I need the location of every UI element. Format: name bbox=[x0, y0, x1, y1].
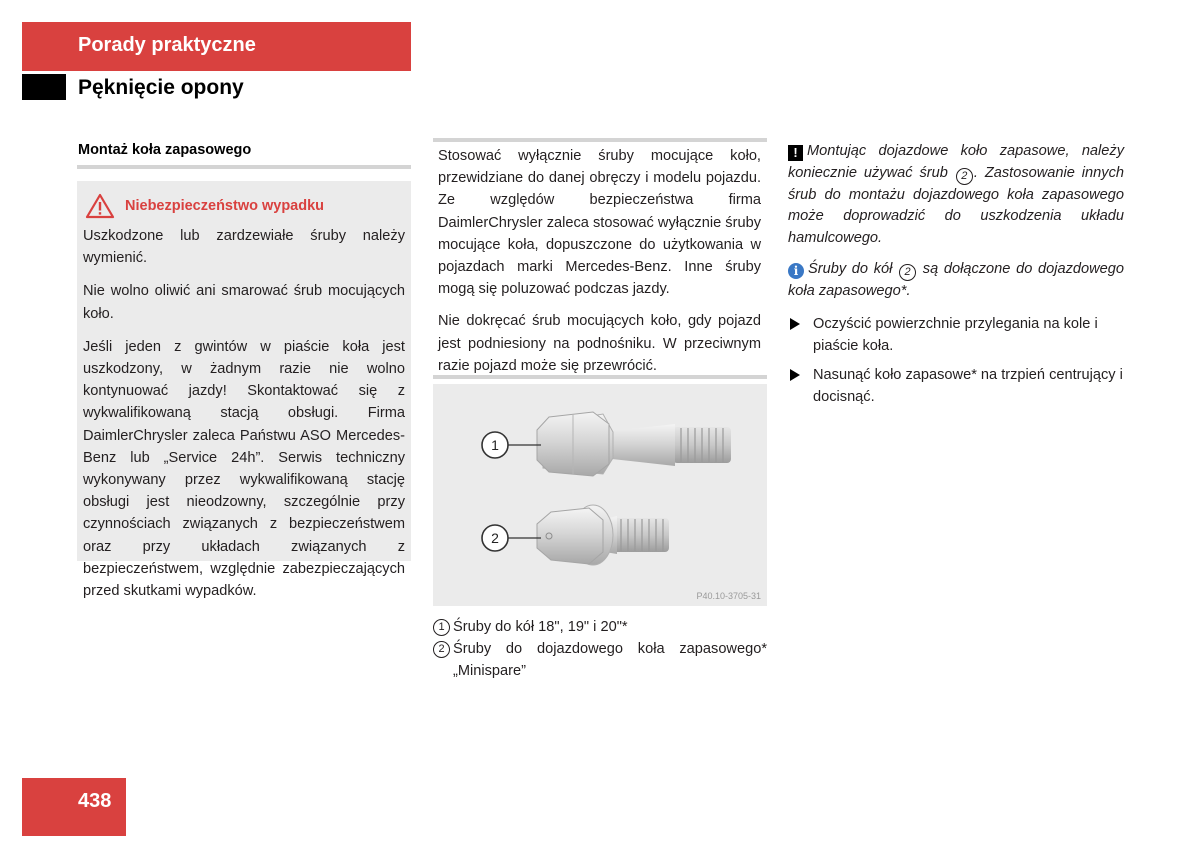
column-two-text bbox=[438, 145, 761, 387]
step-text: Nasunąć koło zapasowe* na trzpień centrujący i docisnąć. bbox=[813, 366, 1123, 405]
bolt-short bbox=[537, 505, 669, 565]
instruction-step bbox=[788, 364, 1124, 408]
step-text: Oczyścić powierzchnie przylegania na kole i piaście koła. bbox=[813, 315, 1098, 354]
caption-text: Śruby do dojazdowego koła zapasowego* „Minispare” bbox=[453, 641, 767, 679]
divider bbox=[433, 375, 767, 379]
body-paragraph: Stosować wyłącznie śruby mocujące koło, przewidziane do danej obręczy i modelu pojazdu. Ze względów bezpieczeństwa firma DaimlerChrysler zaleca stosować wyłącznie śruby mocujące koła, dopuszczone do użytkowania w pojazdach marki Mercedes-Benz. Inne śruby mogą się poluzować podczas jazdy. bbox=[438, 148, 761, 298]
warning-triangle-icon bbox=[85, 193, 115, 219]
caption-number: 2 bbox=[433, 641, 450, 658]
callout-2-number: 2 bbox=[491, 530, 499, 546]
wheel-bolts-illustration bbox=[433, 384, 767, 606]
caution-text-end: . Zastosowanie innych śrub do montażu dojazdowego koła zapasowego może doprowadzić do uszkodzenia układu hamulcowego. bbox=[788, 164, 1124, 246]
warning-box bbox=[77, 181, 411, 600]
caption-item bbox=[433, 638, 767, 682]
warning-body bbox=[83, 225, 405, 613]
caution-ref-number: 2 bbox=[956, 168, 973, 185]
figure-code: P40.10-3705-31 bbox=[696, 591, 761, 601]
figure-captions bbox=[433, 616, 767, 682]
divider bbox=[433, 138, 767, 142]
warning-title: Niebezpieczeństwo wypadku bbox=[125, 198, 325, 214]
arrow-right-icon bbox=[790, 369, 800, 381]
bolts-figure bbox=[433, 384, 767, 606]
caution-text-start: Montując dojazdowe koło zapasowe, należy koniecznie używać śrub bbox=[788, 143, 1124, 181]
bolt-long bbox=[537, 412, 731, 476]
info-text-end: są dołączone do dojazdowego koła zapasowego*. bbox=[788, 261, 1125, 299]
callout-2 bbox=[482, 525, 541, 551]
info-icon: i bbox=[788, 263, 804, 279]
section-title: Porady praktyczne bbox=[78, 34, 256, 56]
caption-item bbox=[433, 616, 767, 638]
page-number: 438 bbox=[78, 790, 112, 812]
caption-number: 1 bbox=[433, 619, 450, 636]
warning-paragraph: Jeśli jeden z gwintów w piaście koła jest uszkodzony, w żadnym razie nie wolno kontynuować jazdy! Skontaktować się z wykwalifikowaną stacją obsługi. Firma DaimlerChrysler zaleca Państwu ASO Mercedes-Benz lub „Service 24h”. Serwis techniczny wykonywany przez wykwalifikowaną stację obsługi jest nieodzowny, szczególnie przy czynnościach związanych z bezpieczeństwem oraz przy układach związanych z bezpieczeństwem, względnie zabezpieczających przed skutkami wypadków. bbox=[83, 338, 405, 600]
page-number-box bbox=[22, 778, 126, 836]
info-text-start: Śruby do kół bbox=[808, 261, 893, 277]
warning-title-row bbox=[85, 193, 324, 219]
callout-1 bbox=[482, 432, 541, 458]
divider bbox=[77, 165, 411, 169]
section-header-bar bbox=[22, 22, 411, 71]
subtitle-marker bbox=[22, 74, 66, 100]
section-heading: Montaż koła zapasowego bbox=[78, 142, 252, 158]
arrow-right-icon bbox=[790, 318, 800, 330]
column-three-text bbox=[788, 141, 1124, 415]
page-subtitle: Pęknięcie opony bbox=[78, 76, 244, 99]
caption-text: Śruby do kół 18", 19" i 20"* bbox=[453, 619, 628, 635]
body-paragraph: Nie dokręcać śrub mocujących koło, gdy pojazd jest podniesiony na podnośniku. W przeciwnym razie pojazd może się przewrócić. bbox=[438, 313, 761, 374]
callout-1-number: 1 bbox=[491, 437, 499, 453]
exclamation-icon: ! bbox=[788, 145, 803, 161]
caution-note bbox=[788, 141, 1124, 249]
instruction-step bbox=[788, 313, 1124, 357]
warning-paragraph: Uszkodzone lub zardzewiałe śruby należy wymienić. bbox=[83, 228, 405, 267]
info-ref-number: 2 bbox=[899, 264, 916, 281]
warning-paragraph: Nie wolno oliwić ani smarować śrub mocujących koło. bbox=[83, 283, 405, 322]
info-note bbox=[788, 259, 1124, 303]
